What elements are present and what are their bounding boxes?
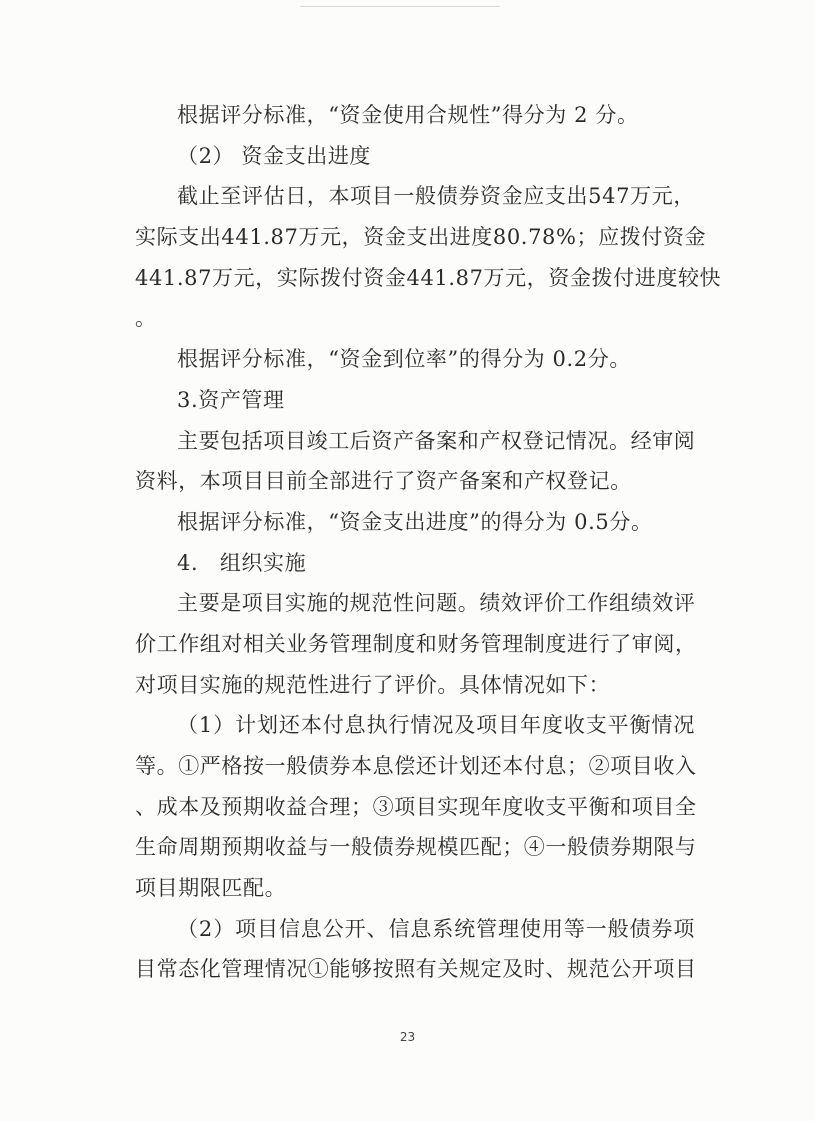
text-line: 对项目实施的规范性进行了评价。具体情况如下： <box>135 672 611 697</box>
text-line: 。 <box>135 306 157 331</box>
text-line: （1）计划还本付息执行情况及项目年度收支平衡情况 <box>177 713 695 738</box>
text-line: 根据评分标准，“资金支出进度”的得分为 0.5分。 <box>177 509 653 534</box>
text-line: 截止至评估日，本项目一般债券资金应支出547万元， <box>177 184 695 209</box>
text-line: 根据评分标准，“资金使用合规性”得分为 2 分。 <box>177 103 639 127</box>
text-line: （2）项目信息公开、信息系统管理使用等一般债券项 <box>177 916 695 941</box>
document-body <box>135 95 722 990</box>
text-line: 主要是项目实施的规范性问题。绩效评价工作组绩效评 <box>177 591 696 616</box>
text-line: 441.87万元，实际拨付资金441.87万元，资金拨付进度较快 <box>135 265 722 290</box>
text-line: 价工作组对相关业务管理制度和财务管理制度进行了审阅， <box>135 631 697 656</box>
text-line: 3.资产管理 <box>177 387 285 412</box>
text-line: 等。①严格按一般债券本息偿还计划还本付息；②项目收入 <box>135 754 697 778</box>
text-line: 根据评分标准，“资金到位率”的得分为 0.2分。 <box>177 347 631 372</box>
page-number: 23 <box>399 1030 416 1044</box>
text-line: 生命周期预期收益与一般债券规模匹配；④一般债券期限与 <box>135 835 697 860</box>
text-line: 4. 组织实施 <box>177 550 307 575</box>
text-line: 主要包括项目竣工后资产备案和产权登记情况。经审阅 <box>177 428 696 453</box>
text-line: 、成本及预期收益合理；③项目实现年度收支平衡和项目全 <box>135 794 697 819</box>
text-line: （2） 资金支出进度 <box>177 143 372 168</box>
scan-edge-line <box>300 6 500 7</box>
text-line: 目常态化管理情况①能够按照有关规定及时、规范公开项目 <box>135 957 697 982</box>
text-line: 项目期限匹配。 <box>135 876 287 901</box>
text-line: 资料，本项目目前全部进行了资产备案和产权登记。 <box>135 469 632 494</box>
text-line: 实际支出441.87万元，资金支出进度80.78%；应拨付资金 <box>135 225 707 250</box>
